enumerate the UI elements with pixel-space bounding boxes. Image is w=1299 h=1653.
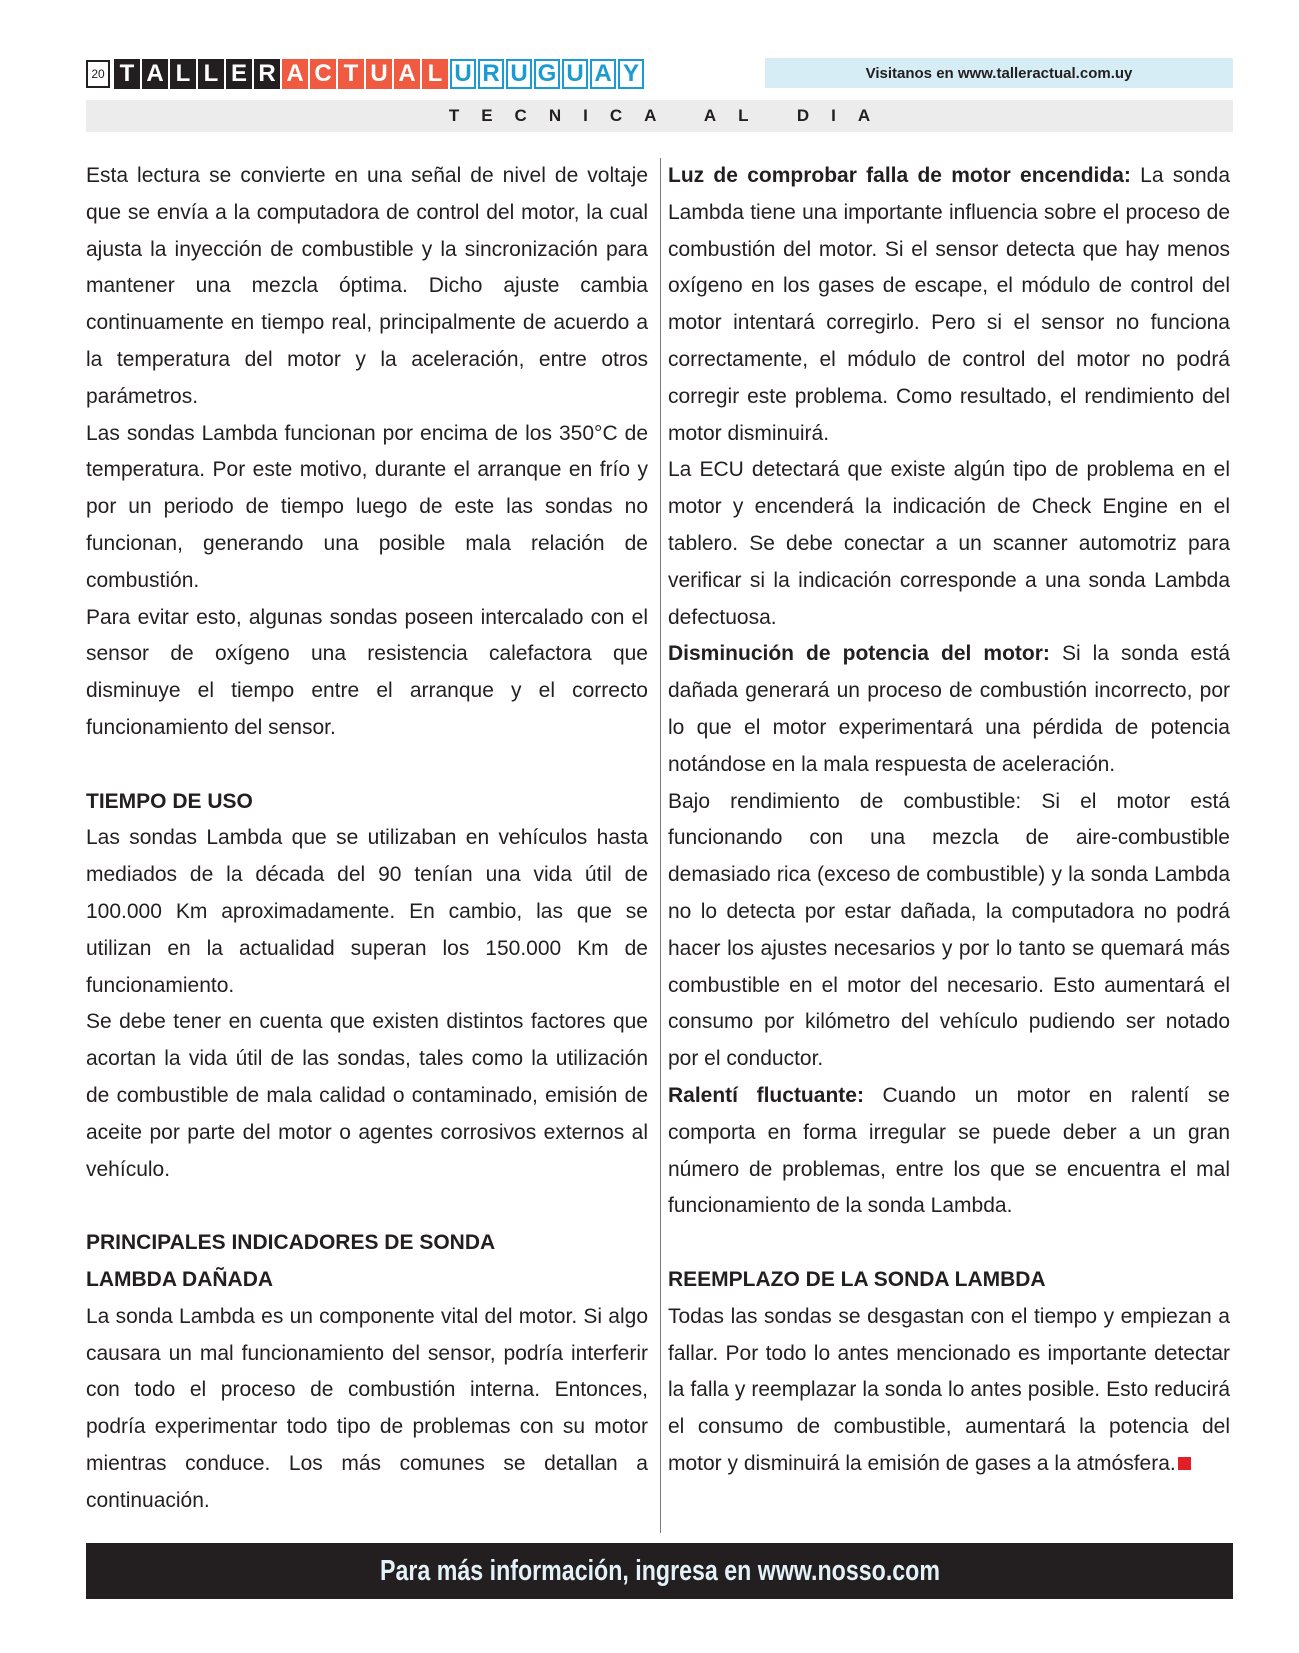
section-band bbox=[86, 100, 1233, 132]
brand-letter-tile: Y bbox=[618, 59, 644, 89]
end-mark-icon bbox=[1178, 1457, 1191, 1470]
paragraph: Para evitar esto, algunas sondas poseen intercalado con el sensor de oxígeno una resistencia calefactora que disminuye el tiempo entre el arranque y el correcto funcionamiento del sensor. bbox=[86, 605, 648, 739]
paragraph: Disminución de potencia del motor: Si la sonda está dañada generará un proceso de combustión incorrecto, por lo que el motor experimentará una pérdida de potencia notándose en la mala respuesta de aceleración. bbox=[668, 642, 1231, 776]
heading-tiempo-de-uso: TIEMPO DE USO bbox=[86, 789, 253, 813]
bold-lead: Luz de comprobar falla de motor encendida: bbox=[668, 164, 1131, 187]
heading-indicadores: PRINCIPALES INDICADORES DE SONDA bbox=[86, 1231, 496, 1255]
brand-letter-tile: R bbox=[478, 59, 504, 89]
bold-lead: Disminución de potencia del motor: bbox=[668, 642, 1050, 666]
brand-letter-tile: A bbox=[282, 59, 308, 89]
brand-actual bbox=[282, 59, 450, 89]
brand-letter-tile: A bbox=[394, 59, 420, 89]
brand-letter-tile: C bbox=[310, 59, 336, 89]
footer-link-text[interactable]: Para más información, ingresa en www.nosso.com bbox=[379, 1554, 940, 1587]
brand-letter-tile: U bbox=[562, 59, 588, 89]
paragraph: Esta lectura se convierte en una señal de nivel de voltaje que se envía a la computadora de control del motor, la cual ajusta la inyección de combustible y la sincronización para mantener una mezcla óptima. Dicho ajuste cambia continuamente en tiempo real, principalmente de acuerdo a la temperatura del motor y la aceleración, entre otros parámetros. bbox=[86, 164, 648, 408]
page-number: 20 bbox=[86, 60, 110, 88]
brand-taller bbox=[114, 59, 282, 89]
brand-letter-tile: L bbox=[170, 59, 196, 89]
paragraph: Se debe tener en cuenta que existen distintos factores que acortan la vida útil de las sondas, tales como la utilización de combustible de mala calidad o contaminado, emisión de aceite por parte del motor o agentes corrosivos externos al vehículo. bbox=[86, 1010, 648, 1181]
brand-letter-tile: R bbox=[254, 59, 280, 89]
brand-letter-tile: T bbox=[338, 59, 364, 89]
footer-banner bbox=[86, 1543, 1233, 1599]
heading-reemplazo: REEMPLAZO DE LA SONDA LAMBDA bbox=[668, 1267, 1046, 1291]
brand-letter-tile: L bbox=[198, 59, 224, 89]
paragraph: Todas las sondas se desgastan con el tiempo y empiezan a fallar. Por todo lo antes mencionado es importante detectar la falla y reemplazar la sonda lo antes posible. Esto reducirá el consumo de combustible, aumentará la potencia del motor y disminuirá la emisión de gases a la atmósfera. bbox=[668, 1304, 1230, 1475]
brand-letter-tile: E bbox=[226, 59, 252, 89]
paragraph: Las sondas Lambda que se utilizaban en vehículos hasta mediados de la década del 90 tenían una vida útil de 100.000 Km aproximadamente. En cambio, las que se utilizan en la actualidad superan los 150.000 Km de funcionamiento. bbox=[86, 826, 648, 997]
bold-lead: Ralentí fluctuante: bbox=[668, 1083, 864, 1107]
section-title: TECNICA AL DIA bbox=[448, 106, 893, 125]
brand-uruguay bbox=[450, 59, 646, 89]
left-column bbox=[86, 158, 648, 1519]
column-divider bbox=[660, 158, 661, 1533]
masthead bbox=[86, 58, 646, 90]
paragraph: Las sondas Lambda funcionan por encima de los 350°C de temperatura. Por este motivo, durante el arranque en frío y por un periodo de tiempo luego de este las sondas no funcionan, generando una posible mala relación de combustión. bbox=[86, 421, 648, 592]
paragraph: La ECU detectará que existe algún tipo de problema en el motor y encenderá la indicación de Check Engine en el tablero. Se debe conectar a un scanner automotriz para verificar si la indicación corresponde a una sonda Lambda defectuosa. bbox=[668, 458, 1230, 629]
paragraph: Luz de comprobar falla de motor encendida: La sonda Lambda tiene una importante influencia sobre el proceso de combustión del motor. Si el sensor detecta que hay menos oxígeno en los gases de escape, el módulo de control del motor intentará corregirlo. Pero si el sensor no funciona correctamente, el módulo de control del motor no podrá corregir este problema. Como resultado, el rendimiento del motor disminuirá. bbox=[668, 164, 1230, 445]
paragraph: Ralentí fluctuante: Cuando un motor en ralentí se comporta en forma irregular se puede deber a un gran número de problemas, entre los que se encuentra el mal funcionamiento de la sonda Lambda. bbox=[668, 1083, 1230, 1218]
heading-indicadores-cont: LAMBDA DAÑADA bbox=[86, 1267, 274, 1291]
brand-letter-tile: U bbox=[450, 59, 476, 89]
paragraph: Bajo rendimiento de combustible: Si el motor está funcionando con una mezcla de aire-combustible demasiado rica (exceso de combustible) y la sonda Lambda no lo detecta por estar dañada, la computadora no podrá hacer los ajustes necesarios y por lo tanto se quemará más combustible en el motor del necesario. Esto aumentará el consumo por kilómetro del vehículo pudiendo ser notado por el conductor. bbox=[668, 789, 1230, 1071]
brand-letter-tile: A bbox=[142, 59, 168, 89]
paragraph: La sonda Lambda es un componente vital del motor. Si algo causara un mal funcionamiento del sensor, podría interferir con todo el proceso de combustión interna. Entonces, podría experimentar todo tipo de problemas con su motor mientras conduce. Los más comunes se detallan a continuación. bbox=[86, 1304, 648, 1512]
brand-letter-tile: T bbox=[114, 59, 140, 89]
brand-letter-tile: A bbox=[590, 59, 616, 89]
website-banner: Visitanos en www.talleractual.com.uy bbox=[765, 58, 1233, 88]
brand-letter-tile: U bbox=[366, 59, 392, 89]
brand-letter-tile: L bbox=[422, 59, 448, 89]
brand-letter-tile: U bbox=[506, 59, 532, 89]
brand-letter-tile: G bbox=[534, 59, 560, 89]
right-column bbox=[668, 158, 1230, 1483]
